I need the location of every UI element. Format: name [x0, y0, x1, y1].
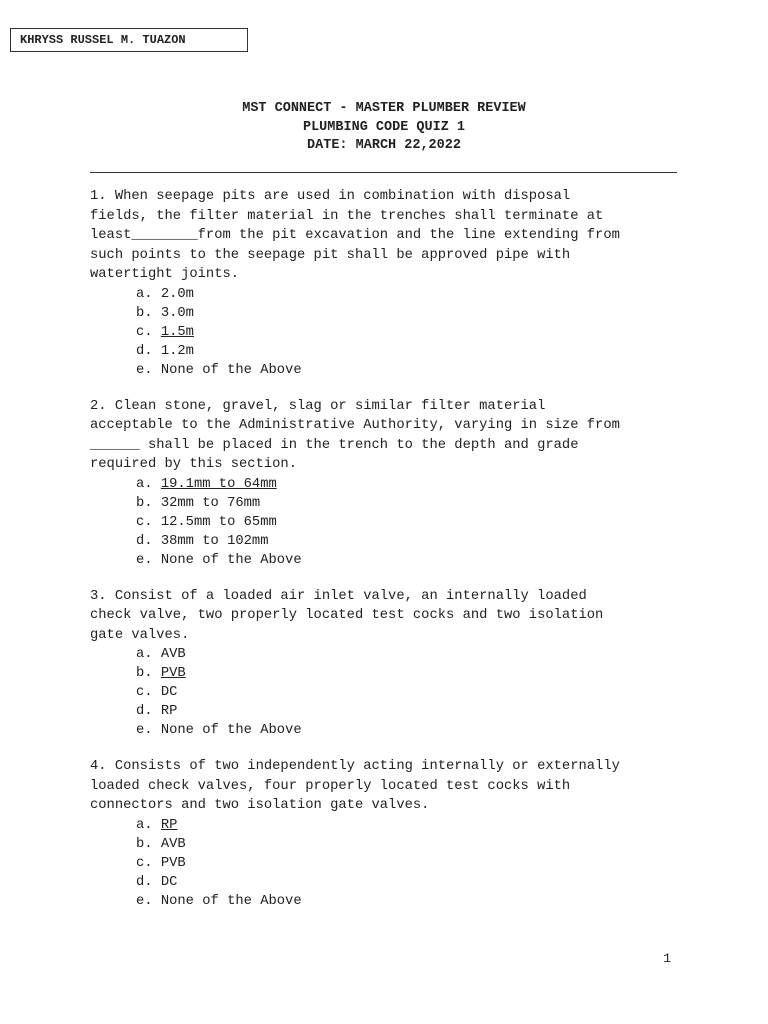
option-text: None of the Above — [160, 893, 302, 909]
page-number: 1 — [663, 951, 671, 966]
option-text: 32mm to 76mm — [160, 495, 261, 511]
option-e: e. None of the Above — [136, 893, 302, 909]
header-divider — [90, 172, 677, 173]
option-c: c. PVB — [136, 855, 186, 871]
option-text: AVB — [160, 647, 186, 662]
option-e: e. None of the Above — [136, 552, 302, 568]
option-b: b. 32mm to 76mm — [136, 495, 261, 511]
option-text: 38mm to 102mm — [160, 533, 269, 549]
option-d: d. RP — [136, 704, 178, 719]
question-text: 1. When seepage pits are used in combination with disposal fields, the filter material in the trenches shall terminate at least________from the pit excavation and the line extending from such points to the seepage pit shall be approved pipe with watertight joints. — [90, 189, 620, 282]
option-text: RP — [160, 704, 178, 719]
option-d: d. 38mm to 102mm — [136, 533, 269, 549]
option-e: e. None of the Above — [136, 723, 302, 738]
answer-text: PVB — [160, 666, 186, 681]
question-2 — [90, 397, 690, 570]
option-c: c. 12.5mm to 65mm — [136, 514, 277, 530]
option-text: DC — [160, 685, 178, 700]
option-text: AVB — [160, 836, 186, 852]
header-date: DATE: MARCH 22,2022 — [307, 138, 461, 153]
question-text: 4. Consists of two independently acting internally or externally loaded check valves, four properly located test cocks with connectors and two isolation gate valves. — [90, 759, 620, 813]
option-text: None of the Above — [160, 362, 302, 378]
question-3 — [90, 587, 690, 741]
option-text: 2.0m — [160, 286, 194, 302]
question-1 — [90, 187, 690, 380]
option-d: d. 1.2m — [136, 343, 194, 359]
question-text: 3. Consist of a loaded air inlet valve, an internally loaded check valve, two properly located test cocks and two isolation gate valves. — [90, 588, 604, 643]
option-a: a. AVB — [136, 647, 186, 662]
option-text: 1.2m — [160, 343, 194, 359]
question-list — [90, 187, 690, 928]
option-b: b. 3.0m — [136, 305, 194, 321]
option-d: d. DC — [136, 874, 178, 890]
question-text: 2. Clean stone, gravel, slag or similar filter material acceptable to the Administrative Authority, varying in size from ______ shall be placed in the trench to the depth and grade required by this section. — [90, 398, 620, 472]
answer-text: 1.5m — [160, 324, 194, 340]
option-b: b. PVB — [136, 666, 186, 681]
header-subtitle: PLUMBING CODE QUIZ 1 — [302, 119, 466, 135]
option-text: None of the Above — [160, 552, 302, 568]
option-c: c. DC — [136, 685, 178, 700]
quiz-header — [0, 100, 768, 156]
student-name-box — [10, 28, 248, 52]
student-name: KHRYSS RUSSEL M. TUAZON — [20, 33, 186, 47]
answer-text: RP — [160, 817, 178, 833]
option-a: a. 19.1mm to 64mm — [136, 476, 277, 492]
option-text: 3.0m — [160, 305, 194, 321]
option-text: PVB — [160, 855, 186, 871]
question-4 — [90, 757, 690, 911]
option-text: 12.5mm to 65mm — [160, 514, 277, 530]
option-b: b. AVB — [136, 836, 186, 852]
option-e: e. None of the Above — [136, 362, 302, 378]
header-title: MST CONNECT - MASTER PLUMBER REVIEW — [242, 101, 526, 116]
option-text: None of the Above — [160, 723, 302, 738]
answer-text: 19.1mm to 64mm — [160, 476, 277, 492]
option-c: c. 1.5m — [136, 324, 194, 340]
option-text: DC — [160, 874, 178, 890]
option-a: a. 2.0m — [136, 286, 194, 302]
option-a: a. RP — [136, 817, 178, 833]
